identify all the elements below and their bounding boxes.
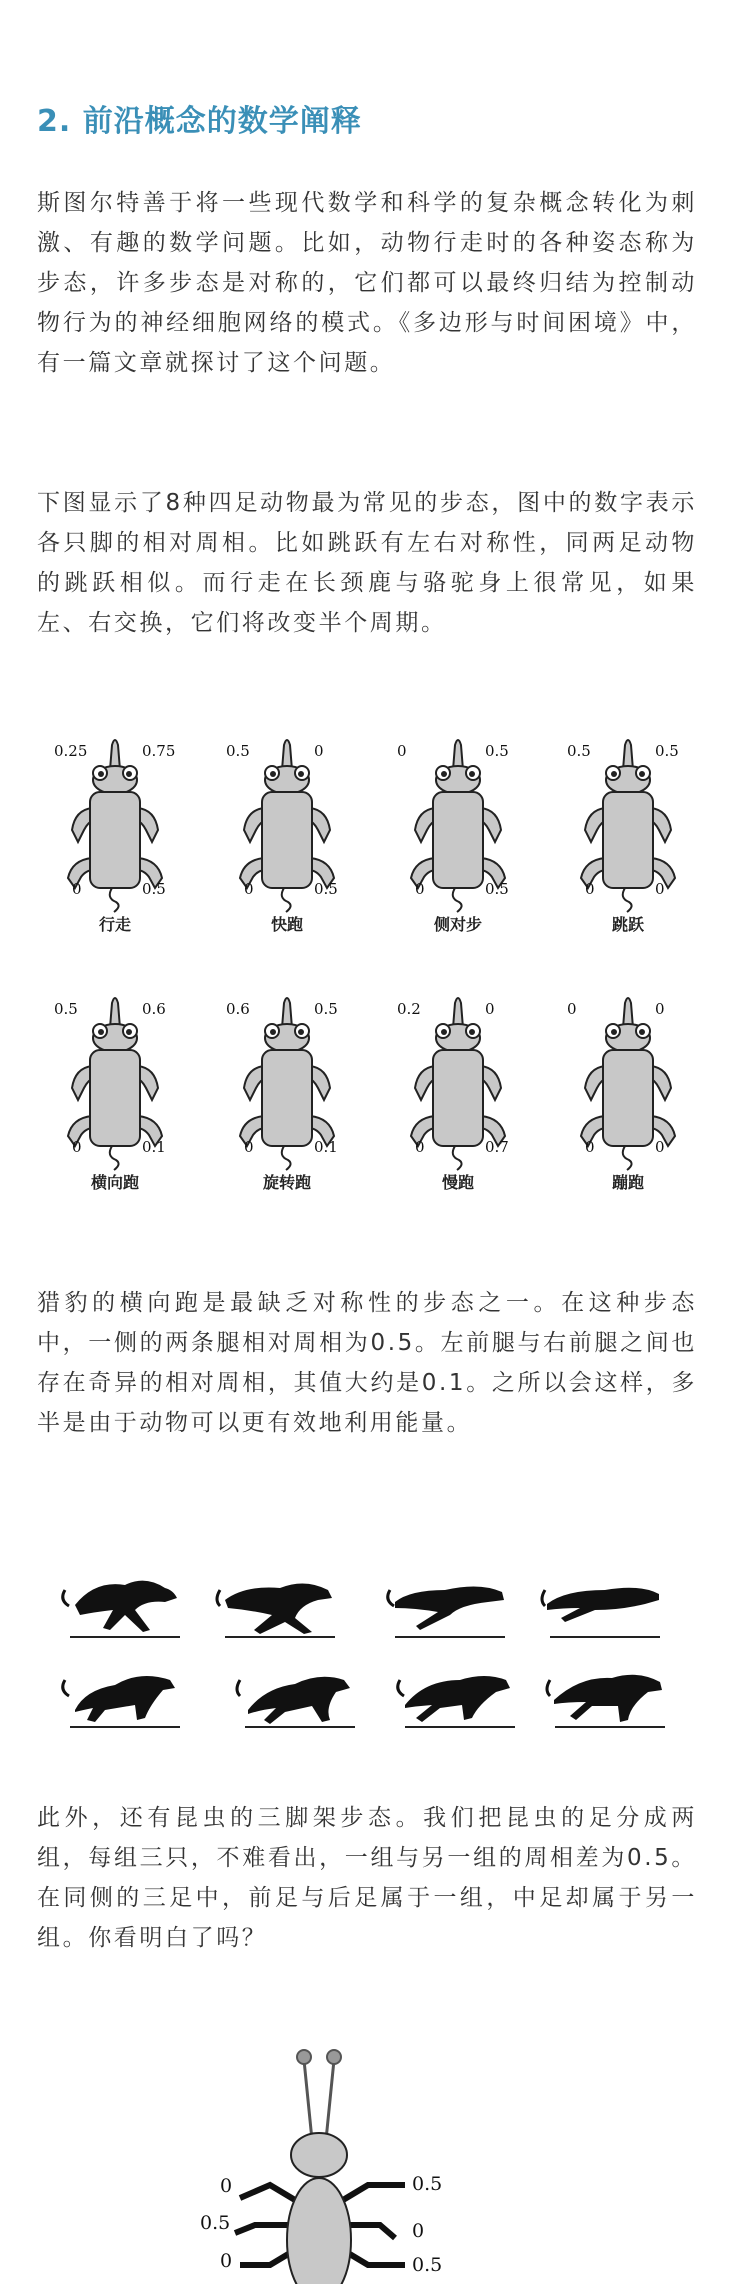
paragraph-insect: 此外，还有昆虫的三脚架步态。我们把昆虫的足分成两组，每组三只，不难看出，一组与另一组的周相差为0.5。在同侧的三足中，前足与后足属于一组，中足却属于另一组。你看明白了吗？ [37,1805,697,1951]
gait-caption: 慢跑 [441,1173,474,1192]
ground-line [550,1636,660,1638]
section-title: 2. 前沿概念的数学阐释 [37,104,362,139]
gait-diagram [50,730,180,934]
paragraph-gaits: 下图显示了8种四足动物最为常见的步态，图中的数字表示各只脚的相对周相。比如跳跃有左右对称性，同两足动物的跳跃相似。而行走在长颈鹿与骆驼身上很常见，如果左、右交换，它们将改变半个周期。 [37,490,697,636]
gait-diagram [393,730,523,934]
insect-label-right-middle: 0 [412,2220,425,2242]
back-left-phase: 0 [244,1138,254,1156]
front-left-phase: 0 [567,1000,577,1018]
back-left-phase: 0 [585,1138,595,1156]
gait-caption: 侧对步 [433,915,482,934]
paragraph-cheetah: 猎豹的横向跑是最缺乏对称性的步态之一。在这种步态中，一侧的两条腿相对周相为0.5。左前腿与右前腿之间也存在奇异的相对周相，其值大约是0.1。之所以会这样，多半是由于动物可以更有效地利用能量。 [37,1290,697,1436]
gait-caption: 行走 [98,915,131,934]
cheetah-silhouette [60,1650,190,1734]
front-right-phase: 0 [485,1000,495,1018]
gait-diagram [393,988,523,1192]
cheetah-silhouette [60,1560,190,1644]
ground-line [70,1636,180,1638]
back-right-phase: 0.5 [142,880,166,898]
ground-line [395,1636,505,1638]
ground-line [70,1726,180,1728]
front-left-phase: 0.5 [567,742,591,760]
back-right-phase: 0.5 [314,880,338,898]
front-right-phase: 0.5 [314,1000,338,1018]
paragraph-intro: 斯图尔特善于将一些现代数学和科学的复杂概念转化为刺激、有趣的数学问题。比如，动物行走时的各种姿态称为步态，许多步态是对称的，它们都可以最终归结为控制动物行为的神经细胞网络的模式。《多边形与时间困境》中，有一篇文章就探讨了这个问题。 [37,190,697,376]
front-right-phase: 0 [314,742,324,760]
gait-diagram [563,730,693,934]
back-right-phase: 0.5 [485,880,509,898]
ground-line [245,1726,355,1728]
gait-diagram [50,988,180,1192]
gait-figure [0,730,730,1230]
cheetah-silhouette [215,1560,345,1644]
back-left-phase: 0 [244,880,254,898]
gait-caption: 横向跑 [90,1173,139,1192]
back-right-phase: 0.1 [142,1138,166,1156]
cheetah-silhouette [385,1560,515,1644]
insect-label-right-back: 0.5 [412,2254,443,2276]
gait-caption: 快跑 [270,915,303,934]
front-left-phase: 0.5 [226,742,250,760]
front-left-phase: 0.6 [226,1000,250,1018]
back-right-phase: 0 [655,880,665,898]
back-left-phase: 0 [415,1138,425,1156]
cheetah-silhouette [540,1560,670,1644]
insect-label-left-back: 0 [220,2250,233,2272]
front-right-phase: 0.75 [142,742,176,760]
front-right-phase: 0.5 [655,742,679,760]
front-left-phase: 0 [397,742,407,760]
gait-caption: 蹦跑 [611,1173,644,1192]
gait-diagram [563,988,693,1192]
ground-line [555,1726,665,1728]
cheetah-silhouette [235,1650,365,1734]
cheetah-silhouette [545,1650,675,1734]
front-right-phase: 0.6 [142,1000,166,1018]
back-left-phase: 0 [72,880,82,898]
ground-line [225,1636,335,1638]
front-left-phase: 0.25 [54,742,88,760]
front-right-phase: 0.5 [485,742,509,760]
back-right-phase: 0 [655,1138,665,1156]
insect-drawing [200,2040,530,2284]
insect-label-left-middle: 0.5 [200,2212,231,2234]
gait-caption: 跳跃 [611,915,644,934]
back-left-phase: 0 [415,880,425,898]
gait-diagram [222,988,352,1192]
insect-label-left-front: 0 [220,2175,233,2197]
gait-diagram [222,730,352,934]
front-left-phase: 0.5 [54,1000,78,1018]
back-left-phase: 0 [72,1138,82,1156]
ground-line [405,1726,515,1728]
cheetah-silhouette [395,1650,525,1734]
front-right-phase: 0 [655,1000,665,1018]
gait-caption: 旋转跑 [262,1173,311,1192]
insect-label-right-front: 0.5 [412,2173,443,2195]
back-right-phase: 0.7 [485,1138,509,1156]
cheetah-sequence-figure [0,1560,730,1730]
back-right-phase: 0.1 [314,1138,338,1156]
insect-tripod-figure [200,2040,530,2284]
back-left-phase: 0 [585,880,595,898]
front-left-phase: 0.2 [397,1000,421,1018]
